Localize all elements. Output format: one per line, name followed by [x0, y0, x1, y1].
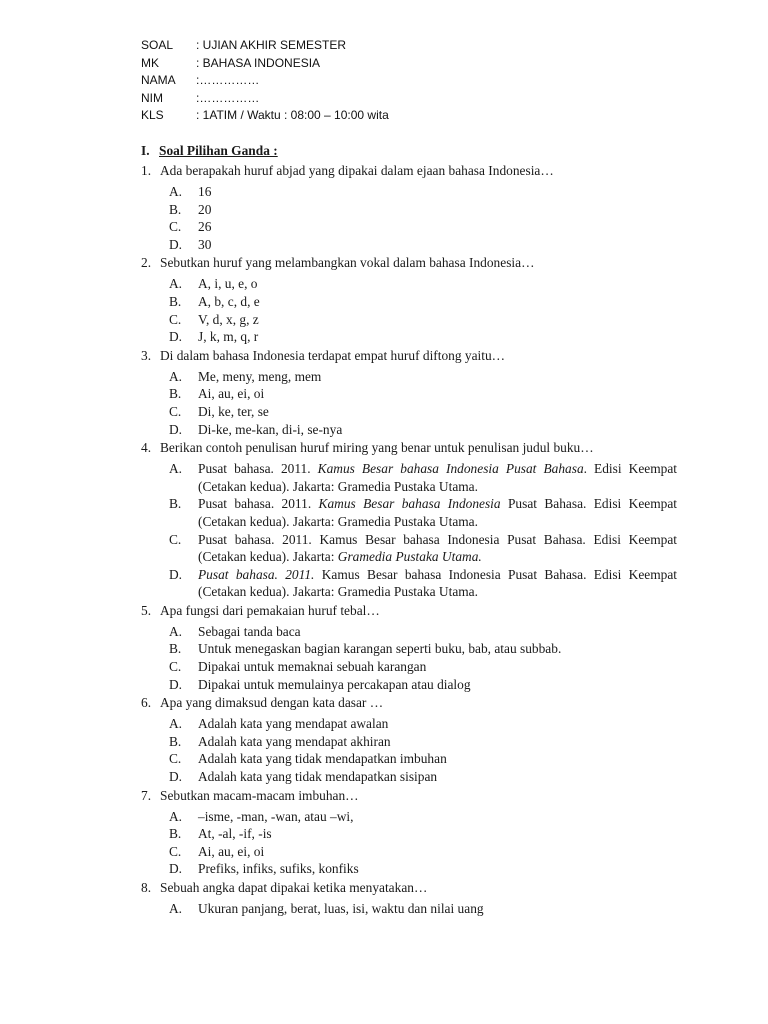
option-text: Dipakai untuk memaknai sebuah karangan: [198, 659, 427, 675]
question-text: Sebuah angka dapat dipakai ketika menyatakan…: [160, 880, 428, 895]
text-segment: Pusat Bahasa. Edisi Keempat (Cetakan kedua). Jakarta: Gramedia Pustaka Utama.: [198, 496, 677, 529]
text-segment: Pusat bahasa. 2011.: [198, 461, 318, 477]
question-number: 3.: [141, 347, 152, 363]
exam-content: [141, 141, 677, 918]
question-number: 7.: [141, 787, 152, 803]
header-row: [141, 55, 389, 73]
answer-option: [169, 825, 677, 843]
header-value: : UJIAN AKHIR SEMESTER: [196, 38, 347, 52]
answer-option: [169, 768, 677, 786]
answer-options: [141, 460, 677, 601]
answer-options: [141, 275, 677, 345]
answer-option: [169, 385, 677, 403]
answer-option: [169, 201, 677, 219]
option-text: Di, ke, ter, se: [198, 403, 269, 419]
answer-option: [169, 495, 677, 530]
answer-option: [169, 460, 677, 495]
question-item: [141, 694, 677, 712]
option-letter: C.: [169, 659, 182, 675]
text-segment: Kamus Besar bahasa Indonesia Pusat Bahasa. Edisi Keempat (Cetakan kedua). Jakarta: Gramedia Pustaka Utama.: [198, 566, 677, 600]
question-text: Apa yang dimaksud dengan kata dasar …: [160, 695, 384, 711]
option-text: 16: [198, 184, 212, 199]
question-item: [141, 602, 677, 620]
option-letter: B.: [169, 386, 182, 402]
option-text: Adalah kata yang mendapat awalan: [198, 716, 389, 732]
option-text: Ai, au, ei, oi: [198, 386, 265, 402]
question-item: [141, 254, 677, 272]
question-text: Berikan contoh penulisan huruf miring yang benar untuk penulisan judul buku…: [160, 440, 594, 456]
option-text: J, k, m, q, r: [198, 329, 259, 345]
option-text: –isme, -man, -wan, atau –wi,: [198, 808, 354, 824]
text-segment: . Edisi Keempat (Cetakan kedua). Jakarta: Gramedia Pustaka Utama.: [198, 461, 677, 494]
answer-options: [141, 623, 677, 693]
option-text: Ai, au, ei, oi: [198, 843, 265, 859]
option-text: A, i, u, e, o: [198, 276, 258, 292]
answer-option: [169, 750, 677, 768]
exam-header: [141, 37, 389, 125]
option-text: [198, 460, 677, 495]
option-letter: B.: [169, 496, 182, 512]
header-value: :……………: [196, 73, 260, 87]
answer-option: [169, 218, 677, 236]
question-number: 1.: [141, 163, 152, 178]
answer-option: [169, 183, 677, 201]
option-letter: D.: [169, 861, 183, 877]
option-letter: A.: [169, 808, 183, 824]
answer-option: [169, 293, 677, 311]
option-letter: C.: [169, 403, 182, 419]
option-text: [198, 495, 677, 530]
italic-text: Kamus Besar bahasa Indonesia: [318, 496, 501, 512]
option-letter: D.: [169, 421, 183, 437]
question-item: [141, 787, 677, 805]
italic-text: Gramedia Pustaka Utama.: [337, 549, 482, 565]
header-value: : 1ATIM / Waktu : 08:00 – 10:00 wita: [196, 108, 389, 122]
option-letter: D.: [169, 769, 183, 785]
option-text: Ukuran panjang, berat, luas, isi, waktu dan nilai uang: [198, 901, 484, 916]
answer-options: [141, 715, 677, 785]
option-letter: D.: [169, 236, 183, 252]
option-text: [198, 531, 677, 566]
option-text: V, d, x, g, z: [198, 311, 259, 327]
option-text: Adalah kata yang tidak mendapatkan sisipan: [198, 769, 438, 785]
text-segment: Pusat bahasa. 2011.: [198, 496, 319, 512]
answer-option: [169, 421, 677, 439]
option-letter: C.: [169, 751, 182, 767]
answer-option: [169, 658, 677, 676]
option-letter: B.: [169, 826, 182, 842]
option-letter: C.: [169, 311, 182, 327]
italic-text: Pusat bahasa. 2011.: [198, 566, 315, 582]
option-letter: A.: [169, 184, 183, 199]
option-letter: A.: [169, 368, 183, 384]
option-letter: C.: [169, 219, 182, 235]
answer-option: [169, 808, 677, 826]
option-text: 26: [198, 219, 212, 235]
question-number: 8.: [141, 880, 152, 895]
option-letter: B.: [169, 201, 182, 217]
header-label: SOAL: [141, 38, 174, 52]
question-text: Di dalam bahasa Indonesia terdapat empat huruf diftong yaitu…: [160, 347, 506, 363]
text-segment: Pusat bahasa. 2011. Kamus Besar bahasa Indonesia Pusat Bahasa. Edisi Keempat (Cetakan kedua). Jakarta:: [198, 531, 677, 565]
question-item: [141, 879, 677, 897]
answer-options: [141, 183, 677, 253]
section-title-text: Soal Pilihan Ganda :: [159, 143, 278, 158]
option-text: Prefiks, infiks, sufiks, konfiks: [198, 861, 359, 877]
header-row: [141, 37, 389, 55]
section-title: [141, 141, 677, 161]
question-item: [141, 347, 677, 365]
option-letter: C.: [169, 531, 182, 547]
question-number: 4.: [141, 440, 152, 456]
question-number: 6.: [141, 695, 152, 711]
answer-option: [169, 328, 677, 346]
option-text: Di-ke, me-kan, di-i, se-nya: [198, 421, 343, 437]
header-label: NIM: [141, 90, 163, 105]
answer-option: [169, 715, 677, 733]
header-label: KLS: [141, 108, 164, 122]
option-text: A, b, c, d, e: [198, 293, 260, 309]
option-letter: A.: [169, 901, 183, 916]
header-row: [141, 90, 389, 108]
option-text: Adalah kata yang mendapat akhiran: [198, 733, 391, 749]
option-letter: B.: [169, 641, 182, 657]
question-number: 2.: [141, 255, 152, 271]
answer-option: [169, 676, 677, 694]
option-text: Sebagai tanda baca: [198, 623, 301, 639]
answer-option: [169, 275, 677, 293]
option-letter: A.: [169, 276, 183, 292]
option-letter: D.: [169, 329, 183, 345]
header-label: NAMA: [141, 73, 176, 87]
option-text: [198, 566, 677, 601]
option-letter: D.: [169, 676, 183, 692]
option-text: At, -al, -if, -is: [198, 826, 272, 842]
header-value: :……………: [196, 90, 260, 105]
question-text: Sebutkan macam-macam imbuhan…: [160, 787, 359, 803]
header-label: MK: [141, 55, 159, 70]
header-row: [141, 72, 389, 90]
answer-options: [141, 368, 677, 438]
option-letter: A.: [169, 461, 183, 477]
answer-options: [141, 808, 677, 878]
question-text: Apa fungsi dari pemakaian huruf tebal…: [160, 602, 380, 618]
answer-option: [169, 860, 677, 878]
option-letter: A.: [169, 716, 183, 732]
header-value: : BAHASA INDONESIA: [196, 55, 321, 70]
answer-option: [169, 311, 677, 329]
question-number: 5.: [141, 602, 152, 618]
answer-option: [169, 368, 677, 386]
answer-option: [169, 531, 677, 566]
header-row: [141, 107, 389, 125]
question-list: [141, 162, 677, 918]
option-letter: B.: [169, 293, 182, 309]
option-text: Untuk menegaskan bagian karangan seperti buku, bab, atau subbab.: [198, 641, 562, 657]
option-letter: B.: [169, 733, 182, 749]
option-letter: C.: [169, 843, 182, 859]
answer-option: [169, 900, 677, 918]
question-item: [141, 439, 677, 457]
section-number: I.: [141, 143, 150, 158]
option-text: Me, meny, meng, mem: [198, 368, 322, 384]
option-text: Dipakai untuk memulainya percakapan atau dialog: [198, 676, 471, 692]
option-text: 20: [198, 201, 212, 217]
option-letter: A.: [169, 623, 183, 639]
question-text: Sebutkan huruf yang melambangkan vokal dalam bahasa Indonesia…: [160, 255, 535, 271]
answer-options: [141, 900, 677, 918]
question-text: Ada berapakah huruf abjad yang dipakai dalam ejaan bahasa Indonesia…: [160, 163, 554, 178]
answer-option: [169, 403, 677, 421]
answer-option: [169, 236, 677, 254]
option-letter: D.: [169, 566, 183, 582]
answer-option: [169, 623, 677, 641]
question-item: [141, 162, 677, 180]
answer-option: [169, 640, 677, 658]
italic-text: Kamus Besar bahasa Indonesia Pusat Bahasa: [317, 461, 584, 477]
answer-option: [169, 843, 677, 861]
option-text: Adalah kata yang tidak mendapatkan imbuhan: [198, 751, 447, 767]
option-text: 30: [198, 236, 212, 252]
answer-option: [169, 733, 677, 751]
answer-option: [169, 566, 677, 601]
